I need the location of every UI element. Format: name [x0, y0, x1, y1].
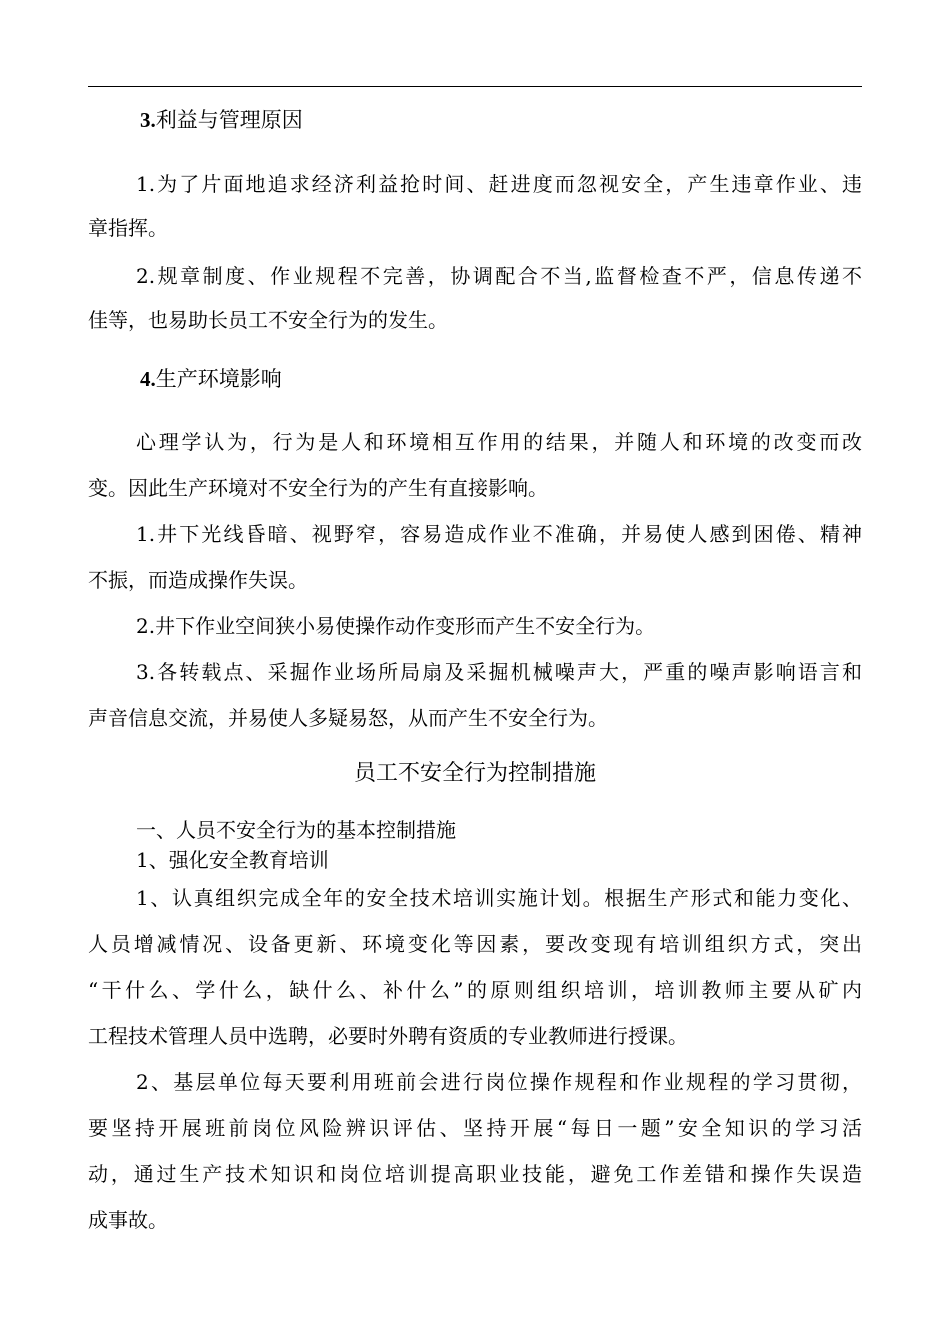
- s3-p1-line1: 1.为了片面地追求经济利益抢时间、赶进度而忽视安全，产生违章作业、违: [136, 172, 862, 196]
- section-3-title: 利益与管理原因: [155, 108, 303, 132]
- control-p1-line2: 人员增减情况、设备更新、环境变化等因素，要改变现有培训组织方式，突出: [88, 932, 862, 956]
- s3-p2-line1: 2.规章制度、作业规程不完善，协调配合不当,监督检查不严，信息传递不: [136, 264, 862, 288]
- control-measures-title: 员工不安全行为控制措施: [353, 761, 596, 786]
- section-4-number: 4.: [140, 367, 156, 391]
- control-p1-line1: 1、认真组织完成全年的安全技术培训实施计划。根据生产形式和能力变化、: [136, 886, 862, 910]
- control-p2-line1: 2、基层单位每天要利用班前会进行岗位操作规程和作业规程的学习贯彻，: [136, 1070, 862, 1094]
- s4-p4-line2: 声音信息交流，并易使人多疑易怒，从而产生不安全行为。: [88, 706, 608, 730]
- section-4-title: 生产环境影响: [155, 367, 282, 391]
- control-subheading-1: 一、人员不安全行为的基本控制措施: [136, 818, 456, 842]
- control-p2-line2: 要坚持开展班前岗位风险辨识评估、坚持开展“每日一题”安全知识的学习活: [88, 1116, 862, 1140]
- s4-p1-line1: 心理学认为，行为是人和环境相互作用的结果，并随人和环境的改变而改: [136, 430, 862, 454]
- control-p2-line4: 成事故。: [88, 1208, 168, 1232]
- header-rule: [88, 86, 862, 87]
- s4-p3-line1: 2.井下作业空间狭小易使操作动作变形而产生不安全行为。: [136, 614, 656, 638]
- s4-p4-line1: 3.各转载点、采掘作业场所局扇及采掘机械噪声大，严重的噪声影响语言和: [136, 660, 862, 684]
- control-p2-line3: 动，通过生产技术知识和岗位培训提高职业技能，避免工作差错和操作失误造: [88, 1162, 862, 1186]
- section-3-heading: [140, 106, 914, 134]
- section-4-heading: [140, 365, 914, 393]
- control-p1-line3: “干什么、学什么，缺什么、补什么”的原则组织培训，培训教师主要从矿内: [88, 978, 862, 1002]
- s4-p2-line1: 1.井下光线昏暗、视野窄，容易造成作业不准确，并易使人感到困倦、精神: [136, 522, 862, 546]
- control-subheading-2: 1、强化安全教育培训: [136, 848, 329, 872]
- s3-p2-line2: 佳等，也易助长员工不安全行为的发生。: [88, 308, 448, 332]
- s4-p2-line2: 不振，而造成操作失误。: [88, 568, 308, 592]
- s4-p1-line2: 变。因此生产环境对不安全行为的产生有直接影响。: [88, 476, 548, 500]
- s3-p1-line2: 章指挥。: [88, 216, 168, 240]
- control-p1-line4: 工程技术管理人员中选聘，必要时外聘有资质的专业教师进行授课。: [88, 1024, 688, 1048]
- section-3-number: 3.: [140, 108, 156, 132]
